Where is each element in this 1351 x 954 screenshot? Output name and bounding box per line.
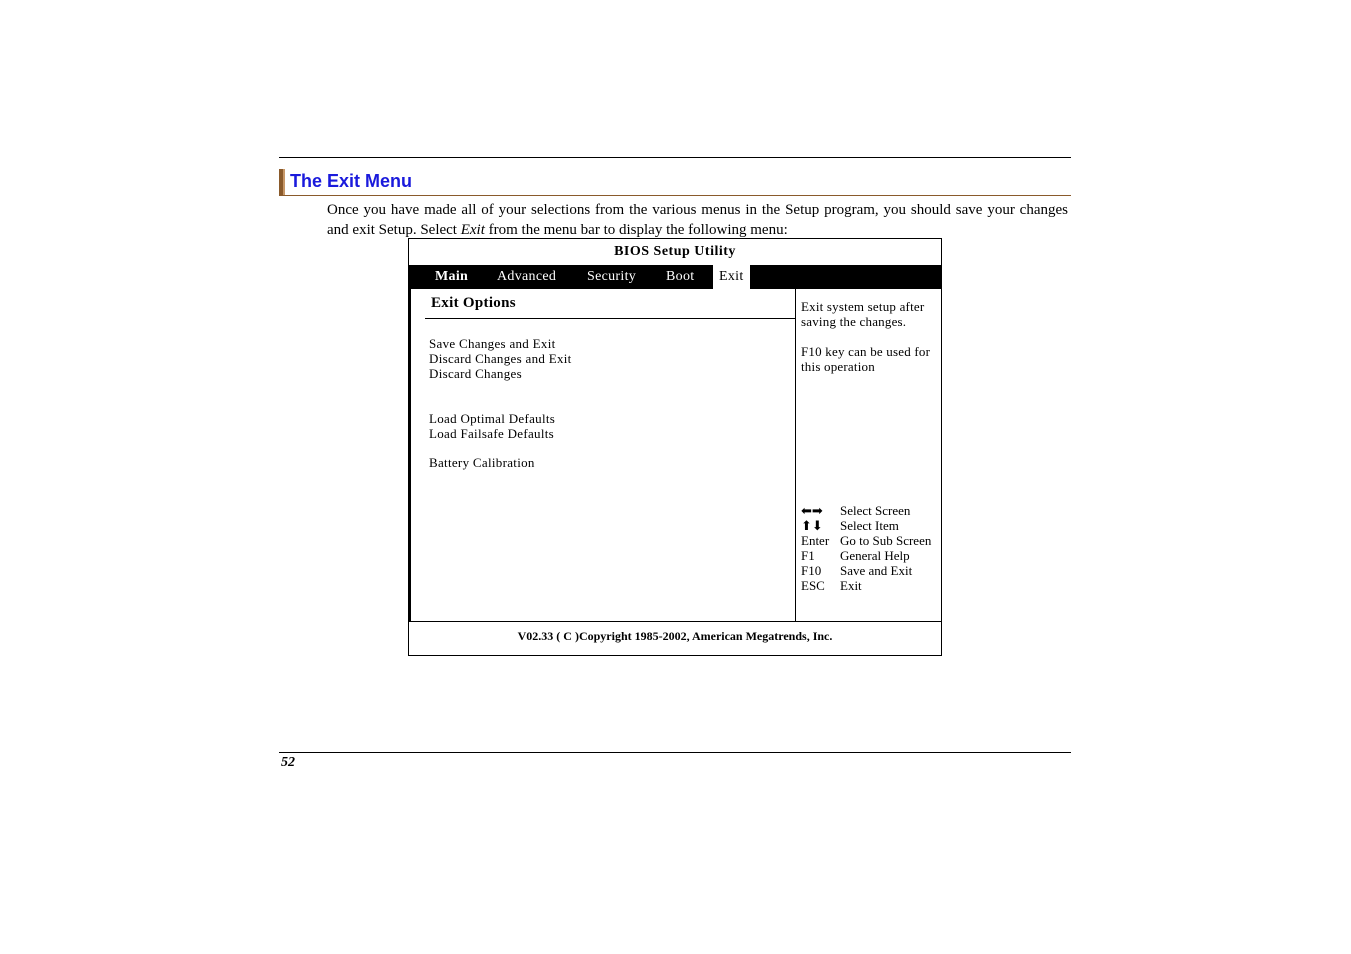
option-load-optimal-defaults[interactable]: Load Optimal Defaults — [429, 411, 556, 426]
key-desc: Select Item — [840, 518, 899, 533]
bios-menubar — [409, 265, 941, 289]
title-rule — [279, 195, 1071, 196]
menu-exit[interactable]: Exit — [713, 265, 750, 289]
key-row — [801, 503, 941, 518]
key-desc: Save and Exit — [840, 563, 913, 578]
intro-italic: Exit — [460, 222, 485, 238]
key-legend — [801, 503, 941, 593]
help-line-1: Exit system setup after saving the changes. — [801, 299, 925, 329]
menu-main[interactable]: Main — [435, 269, 469, 284]
help-line-2: F10 key can be used for this operation — [801, 344, 931, 374]
intro-text-2: from the menu bar to display the following menu: — [484, 222, 788, 238]
menu-boot[interactable]: Boot — [666, 269, 695, 284]
key-desc: Select Screen — [840, 503, 911, 518]
key-row — [801, 548, 941, 563]
key-label: ESC — [801, 578, 825, 593]
help-panel — [794, 289, 941, 621]
section-title: The Exit Menu — [290, 171, 413, 191]
key-desc: Go to Sub Screen — [840, 533, 932, 548]
title-accent-bar-highlight — [283, 169, 285, 195]
top-rule — [279, 157, 1071, 158]
key-desc: General Help — [840, 548, 910, 563]
intro-text-1: Once you have made all of your selections from the various menus in the Setup program, you should save your changes and exit Setup. Select — [327, 202, 1068, 238]
page-number: 52 — [281, 755, 295, 770]
key-label: Enter — [801, 533, 830, 548]
key-row — [801, 563, 941, 578]
help-text — [801, 299, 936, 389]
option-load-failsafe-defaults[interactable]: Load Failsafe Defaults — [429, 426, 555, 441]
menu-advanced[interactable]: Advanced — [497, 269, 557, 284]
intro-paragraph — [327, 200, 1068, 240]
key-row — [801, 518, 941, 533]
options-panel — [409, 289, 796, 621]
key-label: F1 — [801, 548, 815, 563]
heading-rule — [425, 318, 795, 319]
key-row — [801, 578, 941, 593]
key-row — [801, 533, 941, 548]
option-discard-changes[interactable]: Discard Changes — [429, 366, 522, 381]
bios-footer: V02.33 ( C )Copyright 1985-2002, American Megatrends, Inc. — [409, 621, 941, 656]
key-label: F10 — [801, 563, 822, 578]
key-desc: Exit — [840, 578, 862, 593]
bottom-rule — [279, 752, 1071, 753]
up-down-arrow-icon: ⬆⬇ — [801, 518, 823, 533]
option-discard-changes-exit[interactable]: Discard Changes and Exit — [429, 351, 572, 366]
bios-screenshot — [408, 238, 942, 656]
option-save-changes-exit[interactable]: Save Changes and Exit — [429, 336, 556, 351]
panel-heading: Exit Options — [431, 295, 516, 311]
option-battery-calibration[interactable]: Battery Calibration — [429, 455, 535, 470]
menu-security[interactable]: Security — [587, 269, 637, 284]
bios-title: BIOS Setup Utility — [614, 244, 736, 259]
left-right-arrow-icon: ⬅➡ — [801, 503, 823, 518]
